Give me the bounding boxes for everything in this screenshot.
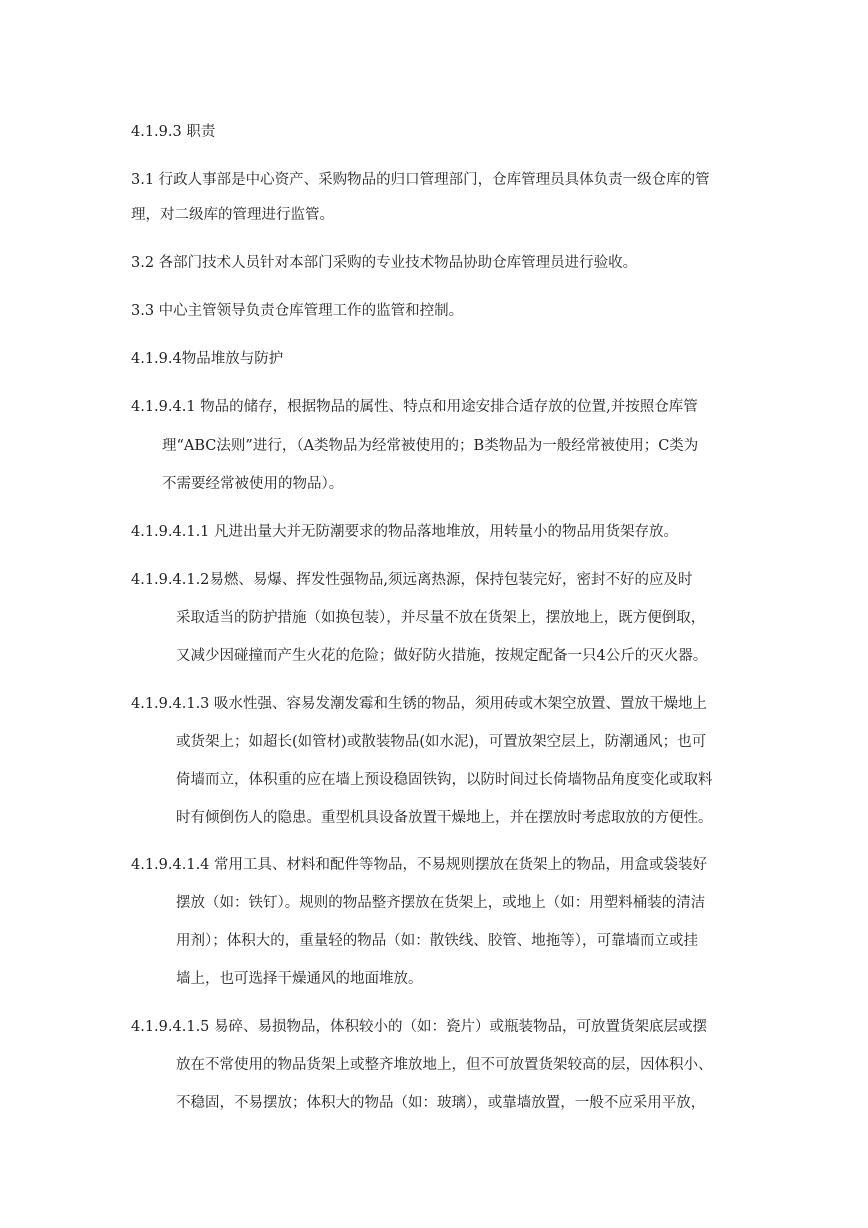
paragraph-4-1-9-4-1-5-line-3: 不稳固，不易摆放；体积大的物品（如：玻璃），或靠墙放置，一般不应采用平放， xyxy=(176,1095,706,1111)
paragraph-4-1-9-4-1-3-line-1: 4.1.9.4.1.3 吸水性强、容易发潮发霉和生锈的物品，须用砖或木架空放置、置放干燥地上 xyxy=(131,696,708,712)
paragraph-4-1-9-4-1-3-line-2: 或货架上；如超长(如管材)或散装物品(如水泥)，可置放架空层上，防潮通风；也可 xyxy=(176,734,707,750)
paragraph-4-1-9-4-1-4-line-3: 用剂）；体积大的，重量轻的物品（如：散铁线、胶管、地拖等），可靠墙而立或挂 xyxy=(176,933,698,949)
section-heading-4-1-9-3: 4.1.9.3 职责 xyxy=(131,124,216,140)
paragraph-4-1-9-4-1-2-line-3: 又减少因碰撞而产生火花的危险；做好防火措施，按规定配备一只4公斤的灭火器。 xyxy=(176,648,708,664)
paragraph-3-1-line-1: 3.1 行政人事部是中心资产、采购物品的归口管理部门，仓库管理员具体负责一级仓库的管 xyxy=(131,172,710,188)
paragraph-4-1-9-4-1-3-line-3: 倚墙而立，体积重的应在墙上预设稳固铁钩，以防时间过长倚墙物品角度变化或取料 xyxy=(176,772,713,788)
paragraph-4-1-9-4-1-4-line-1: 4.1.9.4.1.4 常用工具、材料和配件等物品，不易规则摆放在货架上的物品，用盒或袋装好 xyxy=(131,857,708,873)
paragraph-4-1-9-4-1-2-line-1: 4.1.9.4.1.2易燃、易爆、挥发性强物品,须远离热源，保持包装完好，密封不好的应及时 xyxy=(131,572,693,588)
paragraph-4-1-9-4-1-line-1: 4.1.9.4.1 物品的储存，根据物品的属性、特点和用途安排合适存放的位置,并按照仓库管 xyxy=(131,399,698,415)
paragraph-4-1-9-4-1-1: 4.1.9.4.1.1 凡进出量大并无防潮要求的物品落地堆放，用转量小的物品用货架存放。 xyxy=(131,524,679,540)
paragraph-4-1-9-4-1-4-line-4: 墙上，也可选择干燥通风的地面堆放。 xyxy=(176,971,423,987)
paragraph-4-1-9-4-1-3-line-4: 时有倾倒伤人的隐患。重型机具设备放置干燥地上，并在摆放时考虑取放的方便性。 xyxy=(176,810,713,826)
section-heading-4-1-9-4: 4.1.9.4物品堆放与防护 xyxy=(131,351,284,367)
paragraph-4-1-9-4-1-4-line-2: 摆放（如：铁钉）。规则的物品整齐摆放在货架上，或地上（如：用塑料桶装的清洁 xyxy=(176,895,706,911)
paragraph-4-1-9-4-1-5-line-1: 4.1.9.4.1.5 易碎、易损物品，体积较小的（如：瓷片）或瓶装物品，可放置货架底层或摆 xyxy=(131,1019,708,1035)
paragraph-3-2: 3.2 各部门技术人员针对本部门采购的专业技术物品协助仓库管理员进行验收。 xyxy=(131,255,638,271)
paragraph-4-1-9-4-1-line-3: 不需要经常被使用的物品）。 xyxy=(162,476,344,492)
paragraph-4-1-9-4-1-line-2: 理“ABC法则”进行，（A类物品为经常被使用的；B类物品为一般经常被使用；C类为 xyxy=(162,438,699,454)
paragraph-3-3: 3.3 中心主管领导负责仓库管理工作的监管和控制。 xyxy=(131,303,464,319)
paragraph-4-1-9-4-1-2-line-2: 采取适当的防护措施（如换包装），并尽量不放在货架上，摆放地上，既方便倒取， xyxy=(176,610,706,626)
paragraph-3-1-line-2: 理，对二级库的管理进行监管。 xyxy=(131,207,334,223)
paragraph-4-1-9-4-1-5-line-2: 放在不常使用的物品货架上或整齐堆放地上，但不可放置货架较高的层，因体积小、 xyxy=(176,1057,713,1073)
